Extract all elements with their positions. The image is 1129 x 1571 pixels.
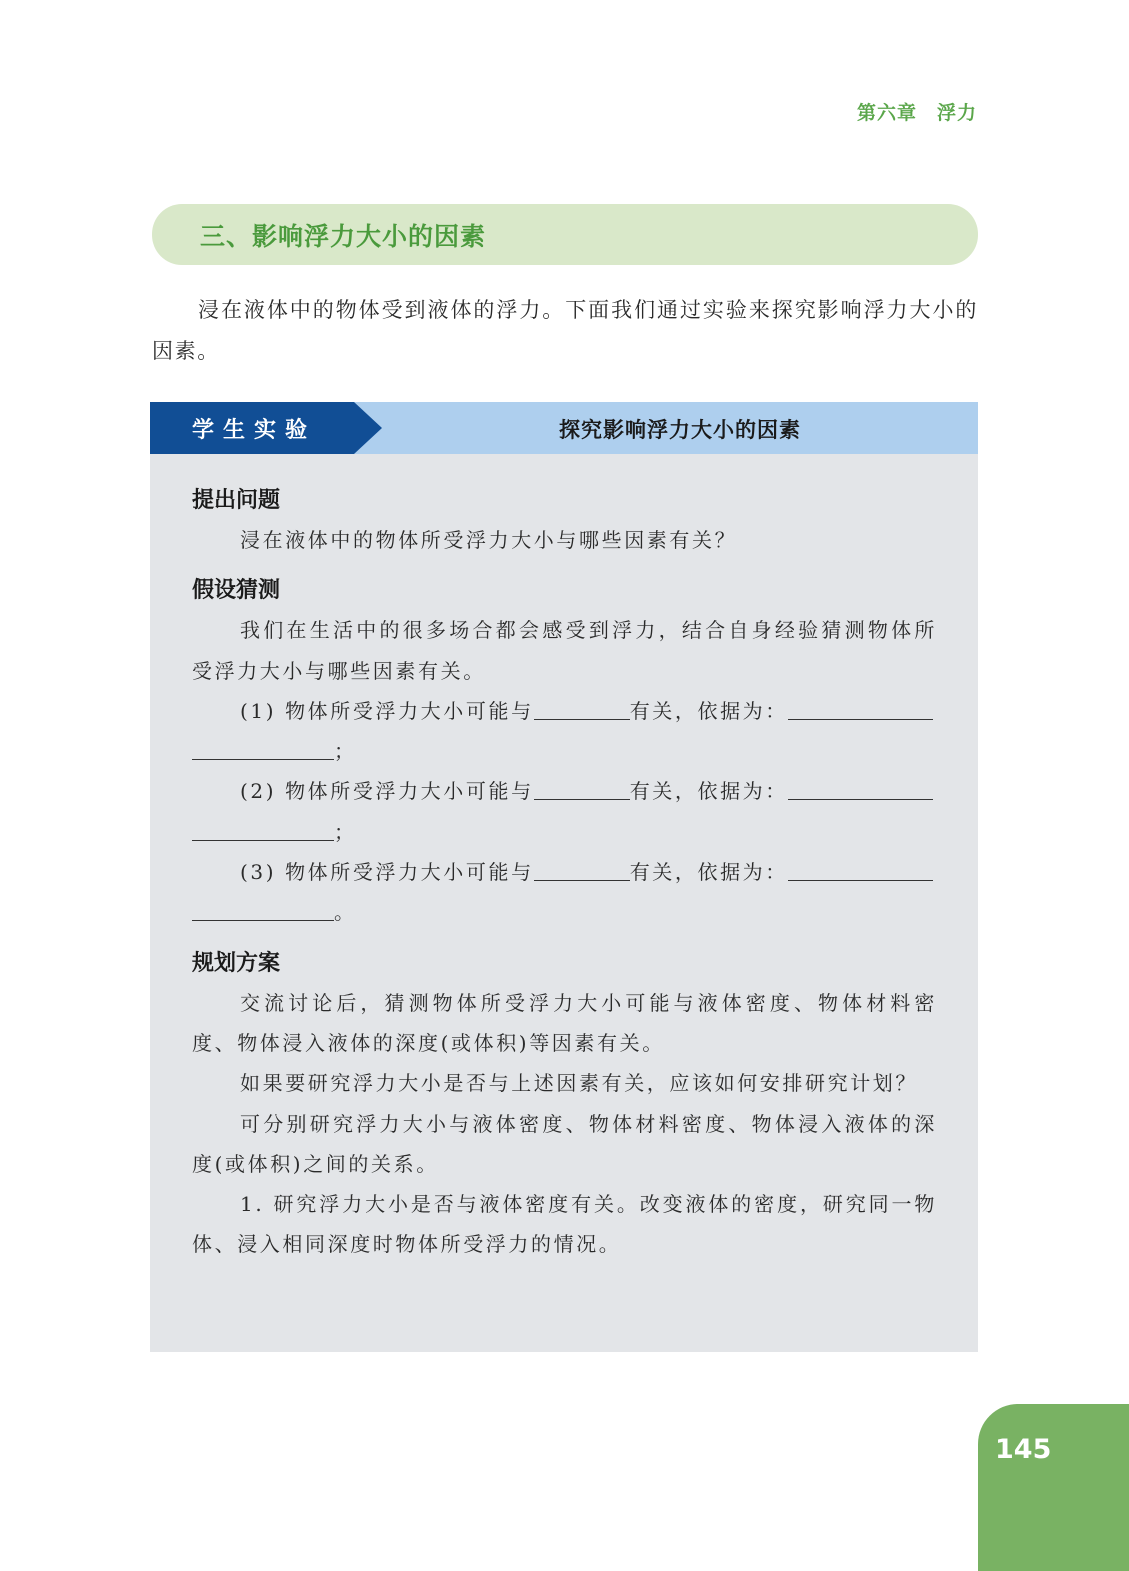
experiment-body — [192, 482, 937, 1265]
item-prefix: (3) 物体所受浮力大小可能与 — [240, 860, 534, 885]
plan-paragraph-3: 可分别研究浮力大小与液体密度、物体材料密度、物体浸入液体的深度(或体积)之间的关系。 — [192, 1111, 937, 1176]
page-number: 145 — [995, 1434, 1052, 1465]
answer-blank[interactable] — [534, 852, 630, 881]
experiment-title: 探究影响浮力大小的因素 — [559, 418, 801, 442]
hypothesis-item-3-cont — [192, 892, 937, 932]
intro-paragraph: 浸在液体中的物体受到液体的浮力。下面我们通过实验来探究影响浮力大小的因素。 — [152, 298, 978, 363]
item-end: ； — [334, 739, 357, 764]
item-middle: 有关，依据为： — [629, 860, 788, 885]
hypothesis-item-1-cont — [192, 731, 937, 771]
answer-blank[interactable] — [788, 852, 933, 881]
section-banner — [152, 204, 978, 265]
answer-blank[interactable] — [534, 691, 630, 720]
answer-blank[interactable] — [788, 771, 933, 800]
item-end: 。 — [334, 900, 357, 925]
hypothesis-heading: 假设猜测 — [192, 578, 281, 604]
hypothesis-text: 我们在生活中的很多场合都会感受到浮力，结合自身经验猜测物体所受浮力大小与哪些因素有关。 — [192, 618, 937, 683]
answer-blank[interactable] — [534, 771, 630, 800]
question-text: 浸在液体中的物体所受浮力大小与哪些因素有关？ — [240, 528, 738, 552]
answer-blank[interactable] — [788, 691, 933, 720]
experiment-header — [150, 402, 978, 454]
item-middle: 有关，依据为： — [629, 698, 788, 723]
section-title: 三、影响浮力大小的因素 — [200, 222, 487, 251]
hypothesis-item-2 — [192, 771, 937, 811]
hypothesis-item-1 — [192, 691, 937, 731]
answer-blank[interactable] — [192, 731, 334, 760]
page-number-tab — [978, 1404, 1129, 1571]
item-prefix: (1) 物体所受浮力大小可能与 — [240, 698, 534, 723]
chapter-header: 第六章 浮力 — [856, 102, 977, 124]
item-prefix: (2) 物体所受浮力大小可能与 — [240, 779, 534, 804]
hypothesis-item-3 — [192, 852, 937, 892]
answer-blank[interactable] — [192, 812, 334, 841]
plan-heading: 规划方案 — [192, 950, 281, 976]
experiment-box — [150, 402, 978, 1352]
plan-paragraph-2: 如果要研究浮力大小是否与上述因素有关，应该如何安排研究计划？ — [240, 1071, 918, 1096]
item-middle: 有关，依据为： — [629, 779, 788, 804]
plan-paragraph-4: 1. 研究浮力大小是否与液体密度有关。改变液体的密度，研究同一物体、浸入相同深度时物体所受浮力的情况。 — [192, 1192, 937, 1257]
question-heading: 提出问题 — [192, 488, 281, 513]
item-end: ； — [334, 819, 357, 844]
plan-paragraph-1: 交流讨论后，猜测物体所受浮力大小可能与液体密度、物体材料密度、物体浸入液体的深度(或体积)等因素有关。 — [192, 990, 937, 1055]
answer-blank[interactable] — [192, 892, 334, 921]
hypothesis-item-2-cont — [192, 812, 937, 852]
experiment-tag: 学生实验 — [192, 418, 317, 443]
